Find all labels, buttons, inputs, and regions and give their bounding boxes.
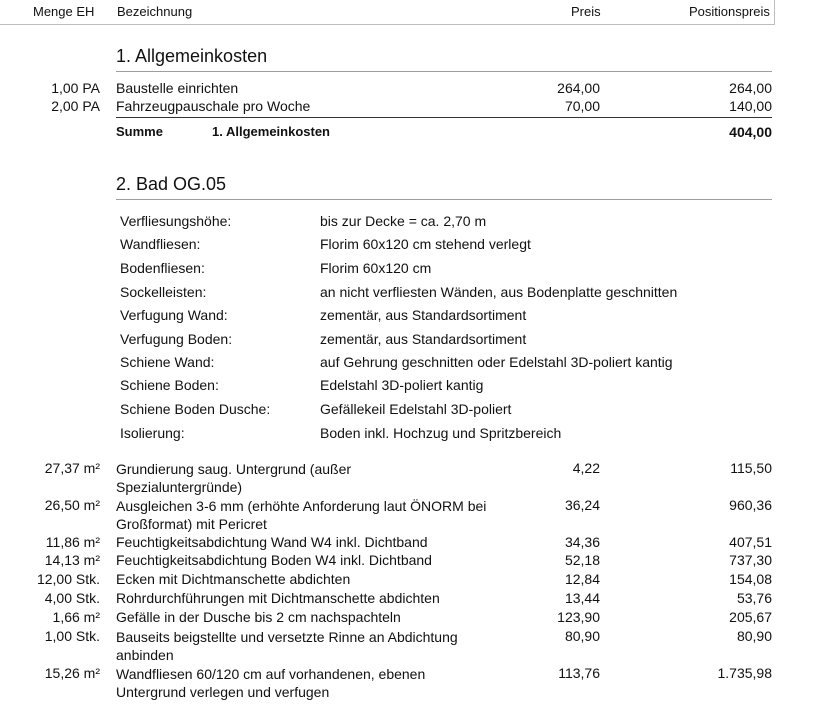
row-total: 205,67 — [729, 609, 772, 625]
sum-name: 1. Allgemeinkosten — [212, 124, 330, 139]
row-price: 113,76 — [558, 665, 600, 681]
spec-label: Verfliesungshöhe: — [120, 213, 232, 229]
spec-label: Wandfliesen: — [120, 236, 201, 252]
row-qty: 12,00 Stk. — [36, 571, 100, 587]
row-description: Ecken mit Dichtmanschette abdichten — [116, 571, 351, 587]
spec-label: Schiene Wand: — [120, 354, 215, 370]
row-price: 4,22 — [572, 460, 600, 476]
row-price: 12,84 — [564, 571, 600, 587]
row-qty: 1,00 Stk. — [44, 628, 100, 644]
row-price: 52,18 — [564, 552, 600, 568]
spec-label: Verfugung Boden: — [120, 331, 233, 347]
row-description: Rohrdurchführungen mit Dichtmanschette abdichten — [116, 590, 440, 606]
row-description: Grundierung saug. Untergrund (außer Spezialuntergründe) — [116, 461, 352, 495]
row-total: 80,90 — [736, 628, 772, 644]
spec-label: Schiene Boden: — [120, 377, 219, 393]
row-price: 13,44 — [564, 590, 600, 606]
row-qty: 15,26 m² — [44, 665, 100, 681]
row-total: 53,76 — [736, 590, 772, 606]
row-price: 264,00 — [557, 80, 600, 96]
row-qty: 1,00 PA — [51, 80, 100, 96]
section-title-2: 2. Bad OG.05 — [116, 174, 227, 194]
spec-value: bis zur Decke = ca. 2,70 m — [320, 213, 487, 229]
sum-label: Summe — [116, 124, 163, 139]
row-description: Baustelle einrichten — [116, 80, 239, 96]
section-title-1: 1. Allgemeinkosten — [116, 46, 268, 66]
spec-value: zementär, aus Standardsortiment — [320, 307, 527, 323]
row-description: Fahrzeugpauschale pro Woche — [116, 98, 311, 114]
row-total: 140,00 — [729, 98, 772, 114]
row-description: Feuchtigkeitsabdichtung Wand W4 inkl. Dichtband — [116, 534, 428, 550]
spec-value: Gefällekeil Edelstahl 3D-poliert — [320, 401, 512, 417]
spec-value: Florim 60x120 cm — [320, 260, 432, 276]
row-description: Bauseits beigstellte und versetzte Rinne an Abdichtung anbinden — [116, 629, 458, 663]
spec-value: zementär, aus Standardsortiment — [320, 331, 527, 347]
header-qty: Menge EH — [33, 4, 95, 19]
row-qty: 4,00 Stk. — [44, 590, 100, 606]
row-qty: 14,13 m² — [44, 552, 100, 568]
row-qty: 26,50 m² — [44, 497, 100, 513]
section-divider — [116, 199, 772, 200]
row-qty: 11,86 m² — [45, 534, 100, 550]
row-price: 36,24 — [564, 497, 600, 513]
row-total: 115,50 — [730, 460, 772, 476]
spec-label: Sockelleisten: — [120, 284, 207, 300]
row-qty: 2,00 PA — [51, 98, 100, 114]
section-divider — [116, 71, 772, 72]
spec-label: Schiene Boden Dusche: — [120, 401, 271, 417]
row-total: 407,51 — [729, 534, 772, 550]
spec-value: Edelstahl 3D-poliert kantig — [320, 377, 484, 393]
row-price: 70,00 — [564, 98, 600, 114]
row-description: Wandfliesen 60/120 cm auf vorhandenen, ebenen Untergrund verlegen und verfugen — [116, 666, 426, 700]
spec-label: Isolierung: — [120, 425, 185, 441]
row-price: 34,36 — [564, 534, 600, 550]
row-qty: 1,66 m² — [52, 609, 100, 625]
row-description: Feuchtigkeitsabdichtung Boden W4 inkl. Dichtband — [116, 552, 432, 568]
sum-divider — [116, 117, 772, 118]
spec-value: Florim 60x120 cm stehend verlegt — [320, 236, 531, 252]
sum-value: 404,00 — [729, 124, 772, 140]
spec-value: auf Gehrung geschnitten oder Edelstahl 3D-poliert kantig — [320, 354, 673, 370]
row-total: 960,36 — [729, 497, 772, 513]
header-position-price: Positionspreis — [689, 4, 770, 19]
row-total: 264,00 — [729, 80, 772, 96]
header-price: Preis — [571, 4, 601, 19]
row-description: Gefälle in der Dusche bis 2 cm nachspachteln — [116, 609, 401, 625]
row-price: 123,90 — [557, 609, 600, 625]
row-total: 154,08 — [729, 571, 772, 587]
spec-label: Verfugung Wand: — [120, 307, 228, 323]
spec-value: an nicht verfliesten Wänden, aus Bodenplatte geschnitten — [320, 284, 678, 300]
row-price: 80,90 — [564, 628, 600, 644]
header-description: Bezeichnung — [117, 4, 193, 19]
row-total: 1.735,98 — [717, 665, 772, 681]
row-qty: 27,37 m² — [44, 460, 100, 476]
spec-label: Bodenfliesen: — [120, 260, 205, 276]
spec-value: Boden inkl. Hochzug und Spritzbereich — [320, 425, 562, 441]
row-total: 737,30 — [729, 552, 772, 568]
row-description: Ausgleichen 3-6 mm (erhöhte Anforderung laut ÖNORM bei Großformat) mit Pericret — [116, 498, 487, 532]
